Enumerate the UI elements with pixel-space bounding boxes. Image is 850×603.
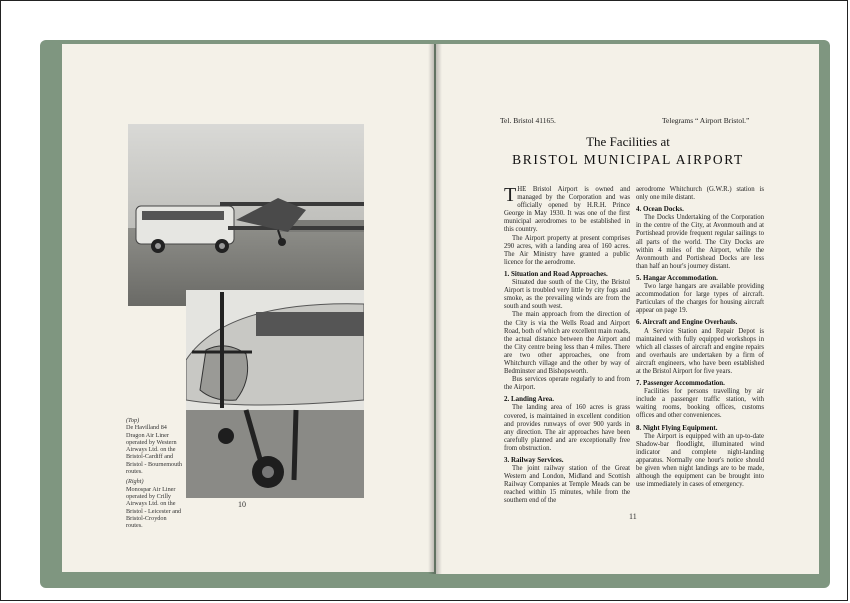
section-6-para-1: A Service Station and Repair Depot is maintained with fully equipped workshops in which all classes of aircraft and engine repairs and overhauls are undertaken by a firm of aircraft engineers, who have been established at the Bristol Airport for five years. <box>636 327 764 375</box>
heading-line-1: The Facilities at <box>586 134 670 149</box>
text-column-2 <box>636 186 764 489</box>
heading-line-2: BRISTOL MUNICIPAL AIRPORT <box>512 152 744 167</box>
photo-monospar-airliner <box>186 290 364 498</box>
section-1-para-3: Bus services operate regularly to and from the Airport. <box>504 376 630 392</box>
section-2-para-1: The landing area of 160 acres is grass covered, is maintained in excellent condition and provides runways of over 900 yards in any direction. The air approaches have been carefully planned and are exceptionally free from obstruction. <box>504 404 630 452</box>
continuation-text: aerodrome Whitchurch (G.W.R.) station is only one mile distant. <box>636 186 764 202</box>
caption-right-text: Monospar Air Liner operated by Crilly Airways Ltd. on the Bristol - Leicester and Bristol-Croydon routes. <box>126 485 182 530</box>
photo-dragon-airliner <box>128 124 364 306</box>
section-4-para-1: The Docks Undertaking of the Corporation in the centre of the City, at Avonmouth and at Portishead provide frequent regular sailings to all parts of the world. The City Docks are within 4 miles of the Airport, while the Avonmouth and Portishead Docks are less than half an hour's journey distant. <box>636 214 764 270</box>
photo-caption <box>126 414 184 529</box>
section-1-para-2: The main approach from the direction of the City is via the Wells Road and Airport Road, both of which are excellent main roads, the actual distance between the Airport and the City centre being less than 4 miles. There are two other approaches, one from Whitchurch village and the other by way of Bedminster and Bishopsworth. <box>504 311 630 376</box>
section-6-heading: 6. Aircraft and Engine Overhauls. <box>636 318 738 327</box>
intro-text: HE Bristol Airport is owned and managed by the Corporation and was officially opened by H.R.H. Prince George in May 1930. It was one of the first municipal aerodromes to be established in this country. <box>504 186 630 234</box>
intro-paragraph <box>504 186 630 235</box>
section-1-para-1: Situated due south of the City, the Bristol Airport is troubled very little by city fogs and smoke, as the prevailing winds are from the south and south west. <box>504 279 630 311</box>
right-page-number: 11 <box>629 512 637 521</box>
telephone-line: Tel. Bristol 41165. <box>500 116 556 125</box>
telegrams-line: Telegrams “ Airport Bristol.” <box>662 116 750 125</box>
section-7-para-1: Facilities for persons travelling by air include a passenger traffic station, with waiting rooms, booking offices, customs offices and other conveniences. <box>636 388 764 420</box>
section-8-para-1: The Airport is equipped with an up-to-date Shadow-bar floodlight, illuminated wind indicator and complete night-landing apparatus. Normally one hour's notice should be given when night landings are to be made, although the equipment can be brought into use immediately in cases of emergency. <box>636 432 764 489</box>
drop-cap: T <box>504 184 517 206</box>
book-gutter <box>428 44 442 574</box>
caption-top-text: De Havilland 84 Dragon Air Liner operated by Western Airways Ltd. on the Bristol-Cardiff and Bristol - Bournemouth routes. <box>126 424 183 476</box>
caption-top-label: (Top) <box>126 417 140 424</box>
section-7-heading: 7. Passenger Accommodation. <box>636 379 725 388</box>
section-3-para-1: The joint railway station of the Great Western and London, Midland and Scottish Railway Companies at Temple Meads can be reached within 15 minutes, while from the southern end of the <box>504 465 630 505</box>
section-8-heading: 8. Night Flying Equipment. <box>636 423 718 432</box>
section-5-para-1: Two large hangars are available providing accommodation for large types of aircraft. Particulars of the charges for housing aircraft appear on page 19. <box>636 283 764 315</box>
text-column-1 <box>504 186 630 506</box>
caption-right-label: (Right) <box>126 478 144 486</box>
section-3-heading: 3. Railway Services. <box>504 456 564 464</box>
intro-paragraph-2: The Airport property at present comprises 290 acres, with a landing area of 160 acres. The Air Ministry have granted a public licence for the aerodrome. <box>504 234 630 266</box>
section-5-heading: 5. Hangar Accommodation. <box>636 273 718 282</box>
section-4-heading: 4. Ocean Docks. <box>636 205 684 214</box>
left-page-number: 10 <box>238 500 246 509</box>
section-2-heading: 2. Landing Area. <box>504 395 555 404</box>
section-1-heading: 1. Situation and Road Approaches. <box>504 269 608 278</box>
